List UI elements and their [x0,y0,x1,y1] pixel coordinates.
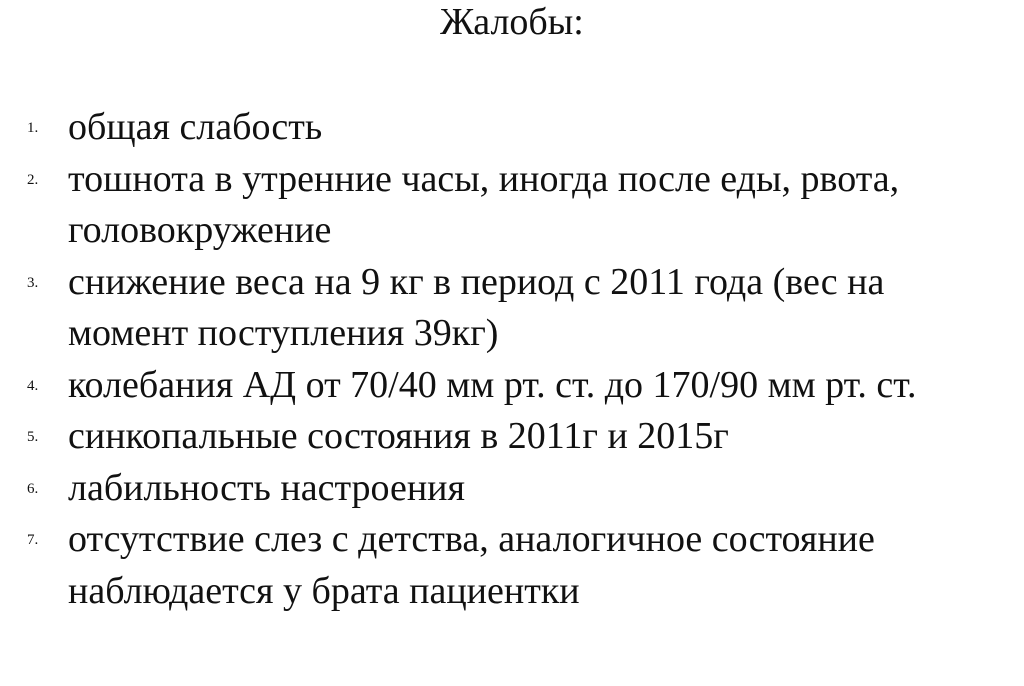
list-item-text: лабильность настроения [68,466,465,509]
slide-title: Жалобы: [440,1,584,43]
list-item [0,257,1024,360]
list-item-text: отсутствие слез с детства, аналогичное состояние наблюдается у брата пациентки [68,518,875,612]
list-item-number: 6. [27,480,39,497]
list-item [0,463,1024,515]
list-item-number: 3. [27,274,39,291]
list-item-text: колебания АД от 70/40 мм рт. ст. до 170/90 мм рт. ст. [68,363,917,406]
list-item-text: синкопальные состояния в 2011г и 2015г [68,415,729,457]
list-item-number: 1. [27,120,39,136]
list-item-text: общая слабость [68,106,323,148]
list-item [0,514,1024,617]
list-item-number: 7. [27,532,39,548]
list-item [0,411,1024,463]
complaints-list [0,102,1024,617]
list-item-text: снижение веса на 9 кг в период с 2011 года (вес на момент поступления 39кг) [68,260,885,354]
list-item-text: тошнота в утренние часы, иногда после еды, рвота, головокружение [68,157,900,251]
list-item [0,102,1024,154]
list-item-number: 5. [27,429,39,445]
list-item-number: 4. [27,377,39,394]
list-item [0,154,1024,257]
list-item-number: 2. [27,171,39,188]
list-item [0,360,1024,412]
